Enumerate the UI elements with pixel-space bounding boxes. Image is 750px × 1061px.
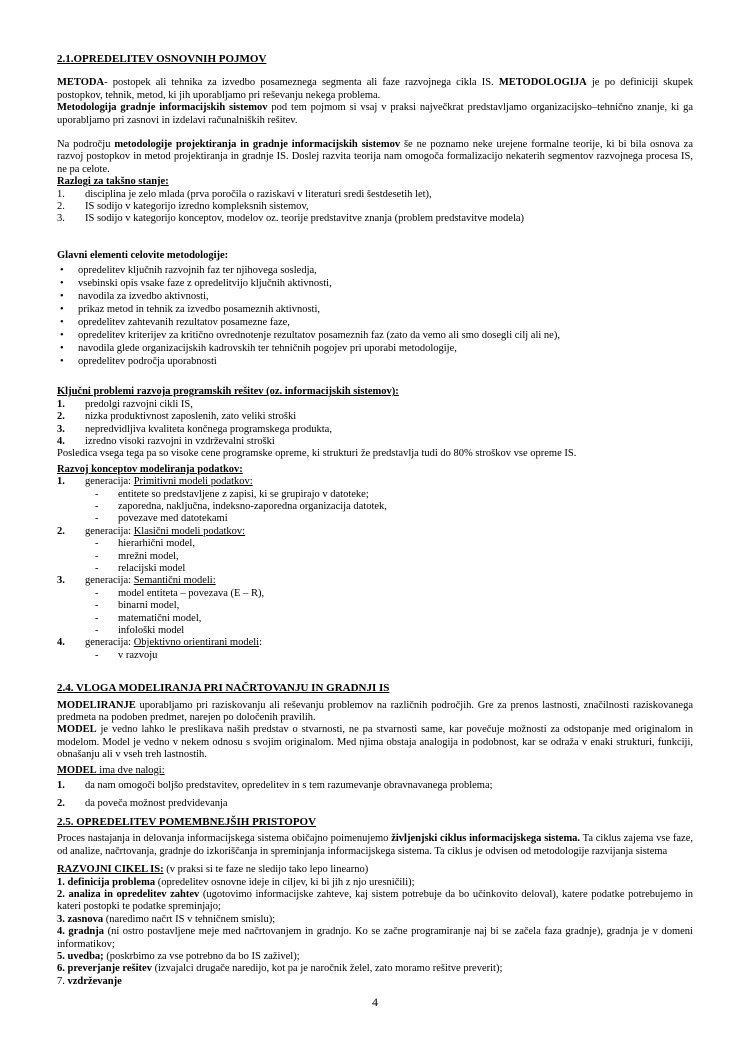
generation-number: 2.	[57, 525, 65, 537]
generation-sub-item	[57, 513, 693, 525]
generation-title	[85, 637, 693, 649]
generation-sub-text: infološki model	[118, 625, 185, 636]
text-run: (ni ostro postavljene meje med načrtovanjem in gradnjo. Ko se začne programiranje naj bi se začela faza gradnje), gradnja je v domeni informatikov;	[57, 926, 693, 950]
list-number: 2.	[57, 411, 65, 423]
text-run: (naredimo načrt IS v tehničnem smislu);	[103, 913, 276, 925]
bullet-item	[57, 291, 693, 303]
bullet-item-text: opredelitev ključnih razvojnih faz ter njihovega sosledja,	[78, 265, 317, 277]
blank-line	[57, 65, 693, 77]
text-run: je po definiciji skupek postopkov, tehnik, metod, ki jih uporabljamo pri reševanju nekega problema.	[57, 77, 693, 101]
list-item-text: da nam omogoči boljšo predstavitev, opredelitev in s tem razumevanje obravnavanega problema;	[85, 780, 493, 792]
term-zivljenjski-ciklus: življenjski ciklus informacijskega sistema.	[391, 833, 581, 845]
text-run: uporabljamo pri raziskovanju ali reševanju problemov na različnih področjih. Gre za prenos lastnosti, značilnosti raziskovanega predmeta na podoben predmet, narejen po določenih pravilih.	[57, 699, 693, 724]
text-run: (poskrbimo za vse potrebno da bo IS zaživel);	[103, 950, 300, 962]
text-run: (izvajalci drugače naredijo, kot pa je naročnik želel, zato moramo rešitve preverit);	[151, 963, 503, 975]
bullet-item	[57, 265, 693, 277]
generation-sub-text: hierarhični model,	[118, 538, 195, 550]
bullet-item-text: opredelitev kriterijev za kritično ovrednotenje rezultatov posameznih faz (zato da vemo ali smo dosegli cilj ali ne),	[78, 330, 560, 342]
list-number: 4.	[57, 435, 65, 447]
list-item	[57, 798, 693, 810]
generation-sub-item	[57, 489, 693, 501]
term-model: MODEL	[57, 764, 97, 776]
generation-item	[57, 526, 693, 538]
list-number: 1.	[57, 188, 65, 200]
bullet-item	[57, 317, 693, 329]
generation-sub-item	[57, 538, 693, 550]
bullet-item-text: navodila glede organizacijskih kadrovskih ter tehničnih pogojev pri uporabi metodologije,	[78, 343, 457, 355]
cycle-step-label: vzdrževanje	[67, 975, 122, 987]
bullet-item-text: opredelitev področja uporabnosti	[78, 356, 217, 368]
paragraph-metodologija-gradnje	[57, 102, 693, 127]
dash-icon: -	[95, 550, 99, 562]
dash-icon: -	[95, 625, 99, 636]
list-number: 3.	[57, 423, 65, 435]
cycle-step	[57, 877, 693, 889]
bullet-item	[57, 356, 693, 368]
generation-title	[85, 575, 693, 587]
blank-line	[57, 662, 693, 682]
text-run: pod tem pojmom si vsaj v praksi največkrat predstavljamo organizacijsko–tehnično znanje, ki ga uporabljamo pri zasnovi in izdelavi računalniških rešitev.	[57, 102, 693, 126]
bullet-item	[57, 343, 693, 355]
generation-sub-text: povezave med datotekami	[118, 513, 228, 525]
text-run: je vedno lahko le preslikava naših predstav o stvarnosti, ne pa stvarnosti same, kar povečuje možnosti za odstopanje med originalom in modelom. Model je vedno v nekem odnosu s svojim originalom. Med njima obstaja analogija in podobnost, kar se odraža v enaki strukturi, funkciji, obnašanju ali v vseh treh lastnostih.	[57, 724, 693, 761]
list-item	[57, 436, 693, 448]
bullet-icon: •	[60, 291, 64, 303]
text-run: :	[259, 637, 262, 649]
dash-icon: -	[95, 488, 99, 500]
heading-model-nalogi	[57, 765, 693, 777]
text-run: še ne poznamo neke urejene formalne teorije, ki bi bila osnova za razvoj postopkov in metod projektiranja in gradnje IS. Doslej razvita teorija nam omogoča formalizacijo nekaterih segmentov razvojnega procesa IS, ne pa celote.	[57, 139, 693, 175]
generation-item	[57, 476, 693, 488]
generation-sub-item	[57, 563, 693, 575]
term-razvojni-cikel: RAZVOJNI CIKEL IS:	[57, 864, 164, 876]
generation-item	[57, 575, 693, 587]
cycle-steps	[57, 864, 693, 988]
list-item	[57, 189, 693, 201]
generation-sub-item	[57, 650, 693, 662]
generation-sub-item	[57, 613, 693, 625]
dash-icon: -	[95, 500, 99, 512]
list-glavni-elementi	[57, 265, 693, 368]
dash-icon: -	[95, 562, 99, 574]
heading-kljucni-problemi: Ključni problemi razvoja programskih rešitev (oz. informacijskih sistemov):	[57, 386, 399, 398]
generation-name: Primitivni modeli podatkov:	[133, 476, 253, 488]
list-number: 2.	[57, 201, 65, 213]
heading-glavni-elementi: Glavni elementi celovite metodologije:	[57, 249, 229, 261]
bullet-item-text: vsebinski opis vsake faze z opredelitvijo ključnih aktivnosti,	[78, 278, 332, 290]
generation-label: generacija:	[85, 575, 134, 587]
cycle-step-label: 3. zasnova	[57, 913, 104, 925]
term-metoda: METODA	[57, 77, 105, 89]
list-number: 2.	[57, 798, 65, 810]
blank-line	[57, 127, 693, 139]
list-number: 3.	[57, 213, 65, 225]
dash-icon: -	[95, 612, 99, 624]
term-modeliranje: MODELIRANJE	[57, 699, 136, 711]
cycle-step	[57, 951, 693, 963]
generation-name: Klasični modeli podatkov:	[133, 525, 246, 537]
page-number: 4	[372, 995, 378, 1010]
heading-razlogi: Razlogi za takšno stanje:	[57, 176, 169, 188]
blank-line	[57, 369, 693, 386]
generation-sub-item	[57, 501, 693, 513]
bullet-icon: •	[60, 356, 64, 368]
generation-label: generacija:	[85, 525, 134, 537]
list-item-text: nepredvidljiva kvaliteta končnega programskega produkta,	[85, 423, 332, 435]
term-model: MODEL	[57, 724, 97, 736]
list-item-text: nizka produktivnost zaposlenih, zato veliki stroški	[85, 411, 297, 423]
generation-sub-text: relacijski model	[118, 562, 186, 574]
text-run: 7.	[57, 975, 68, 987]
bullet-icon: •	[60, 343, 64, 355]
list-generacije	[57, 476, 693, 662]
generation-name: Objektivno orientirani modeli	[133, 637, 260, 649]
list-number: 1.	[57, 780, 65, 792]
generation-item	[57, 637, 693, 649]
cycle-step-label: 6. preverjanje rešitev	[57, 963, 152, 975]
paragraph-podrocje	[57, 139, 693, 176]
text-run: Proces nastajanja in delovanja informacijskega sistema običajno poimenujemo	[57, 833, 392, 845]
paragraph-proces	[57, 833, 693, 858]
generation-sub-text: v razvoju	[118, 649, 158, 661]
generation-title	[85, 476, 693, 488]
bullet-icon: •	[60, 278, 64, 290]
dash-icon: -	[95, 649, 99, 661]
generation-label: generacija:	[85, 476, 134, 488]
generation-sub-text: mrežni model,	[118, 550, 179, 562]
heading-razvojni-cikel	[57, 864, 693, 876]
list-kljucni-problemi	[57, 399, 693, 449]
generation-number: 1.	[57, 476, 65, 488]
cycle-step	[57, 889, 693, 914]
text-run: ima dve nalogi:	[96, 764, 165, 776]
heading-razvoj-konceptov: Razvoj konceptov modeliranja podatkov:	[57, 463, 243, 475]
generation-sub-text: model entiteta – povezava (E – R),	[118, 587, 265, 599]
paragraph-metoda	[57, 77, 693, 102]
bullet-item-text: prikaz metod in tehnik za izvedbo posameznih aktivnosti,	[78, 304, 321, 316]
cycle-step-label: 2. analiza in opredelitev zahtev	[57, 888, 200, 900]
generation-label: generacija:	[85, 637, 134, 649]
cycle-step-label: 5. uvedba;	[57, 950, 104, 962]
dash-icon: -	[95, 600, 99, 612]
generation-sub-text: binarni model,	[118, 600, 180, 612]
text-run: - postopek ali tehnika za izvedbo posameznega segmenta ali faze razvojnega cikla IS.	[104, 77, 499, 89]
bullet-icon: •	[60, 317, 64, 329]
text-run: (opredelitev osnovne ideje in ciljev, ki bi jih z njo uresničili);	[155, 876, 415, 888]
list-item-text: IS sodijo v kategorijo konceptov, modelov oz. teorije predstavitve znanja (problem predstavitve modela)	[85, 213, 525, 225]
term-metodologije-projektiranja: metodologije projektiranja in gradnje informacijskih sistemov	[114, 139, 401, 151]
generation-name: Semantični modeli:	[133, 575, 216, 587]
section-title-2-4: 2.4. VLOGA MODELIRANJA PRI NAČRTOVANJU IN GRADNJI IS	[57, 682, 390, 695]
bullet-item	[57, 304, 693, 316]
generation-sub-item	[57, 600, 693, 612]
paragraph-modeliranje	[57, 700, 693, 725]
list-item	[57, 201, 693, 213]
list-razlogi	[57, 189, 693, 226]
list-item-text: IS sodijo v kategorijo izredno kompleksnih sistemov,	[85, 201, 309, 213]
dash-icon: -	[95, 538, 99, 550]
generation-sub-text: zaporedna, naključna, indeksno-zaporedna organizacija datotek,	[118, 500, 387, 512]
list-item-text: izredno visoki razvojni in vzdrževalni stroški	[85, 435, 275, 447]
list-item	[57, 424, 693, 436]
generation-title	[85, 526, 693, 538]
text-run: (v praksi si te faze ne sledijo tako lepo linearno)	[163, 864, 369, 876]
text-run: Na področju	[57, 139, 115, 151]
list-model-nalogi	[57, 780, 693, 811]
list-number: 1.	[57, 398, 65, 410]
list-item-text: disciplina je zelo mlada (prva poročila o raziskavi v literaturi sredi šestdesetih let),	[85, 188, 432, 200]
list-item-text: da poveča možnost predvidevanja	[85, 798, 228, 810]
list-item	[57, 411, 693, 423]
term-metodologija-gradnje: Metodologija gradnje informacijskih sistemov	[57, 102, 268, 114]
bullet-icon: •	[60, 304, 64, 316]
cycle-step	[57, 963, 693, 975]
bullet-icon: •	[60, 330, 64, 342]
blank-line	[57, 226, 693, 250]
text-run: (ugotovimo informacijske zahteve, kaj sistem potrebuje da bo učinkovito deloval), katere podatke potrebujemo in kateri postopki te podatke spreminjajo;	[57, 888, 693, 913]
list-item	[57, 213, 693, 225]
dash-icon: -	[95, 513, 99, 525]
bullet-icon: •	[60, 265, 64, 277]
cycle-step-label: 1. definicija problema	[57, 876, 156, 888]
dash-icon: -	[95, 587, 99, 599]
generation-number: 4.	[57, 637, 65, 649]
paragraph-posledica: Posledica vsega tega pa so visoke cene programske opreme, ki strukturi že predstavlja tudi do 80% stroškov vse opreme IS.	[57, 448, 577, 460]
generation-number: 3.	[57, 575, 65, 587]
bullet-item-text: opredelitev zahtevanih rezultatov posamezne faze,	[78, 317, 290, 329]
list-item	[57, 780, 693, 792]
list-item	[57, 399, 693, 411]
section-title-2-5: 2.5. OPREDELITEV POMEMBNEJŠIH PRISTOPOV	[57, 815, 317, 828]
term-metodologija: METODOLOGIJA	[498, 77, 587, 89]
cycle-step	[57, 914, 693, 926]
bullet-item	[57, 330, 693, 342]
bullet-item	[57, 278, 693, 290]
section-title-2-1: 2.1.OPREDELITEV OSNOVNIH POJMOV	[57, 53, 267, 65]
generation-sub-item	[57, 588, 693, 600]
bullet-item-text: navodila za izvedbo aktivnosti,	[78, 291, 209, 303]
cycle-step-label: 4. gradnja	[57, 926, 105, 938]
generation-sub-text: entitete so predstavljene z zapisi, ki se grupirajo v datoteke;	[118, 488, 369, 500]
cycle-step	[57, 976, 693, 988]
generation-sub-text: matematični model,	[118, 612, 202, 624]
paragraph-model	[57, 724, 693, 761]
generation-sub-item	[57, 625, 693, 637]
text-run: Ta ciklus zajema vse faze, od analize, načrtovanja, gradnje do izkoriščanja in spreminjanja informacijskega sistema. Ta ciklus je odvisen od metodologije razvijanja sistema	[57, 833, 693, 857]
generation-sub-item	[57, 551, 693, 563]
cycle-step	[57, 926, 693, 951]
list-item-text: predolgi razvojni cikli IS,	[85, 398, 193, 410]
